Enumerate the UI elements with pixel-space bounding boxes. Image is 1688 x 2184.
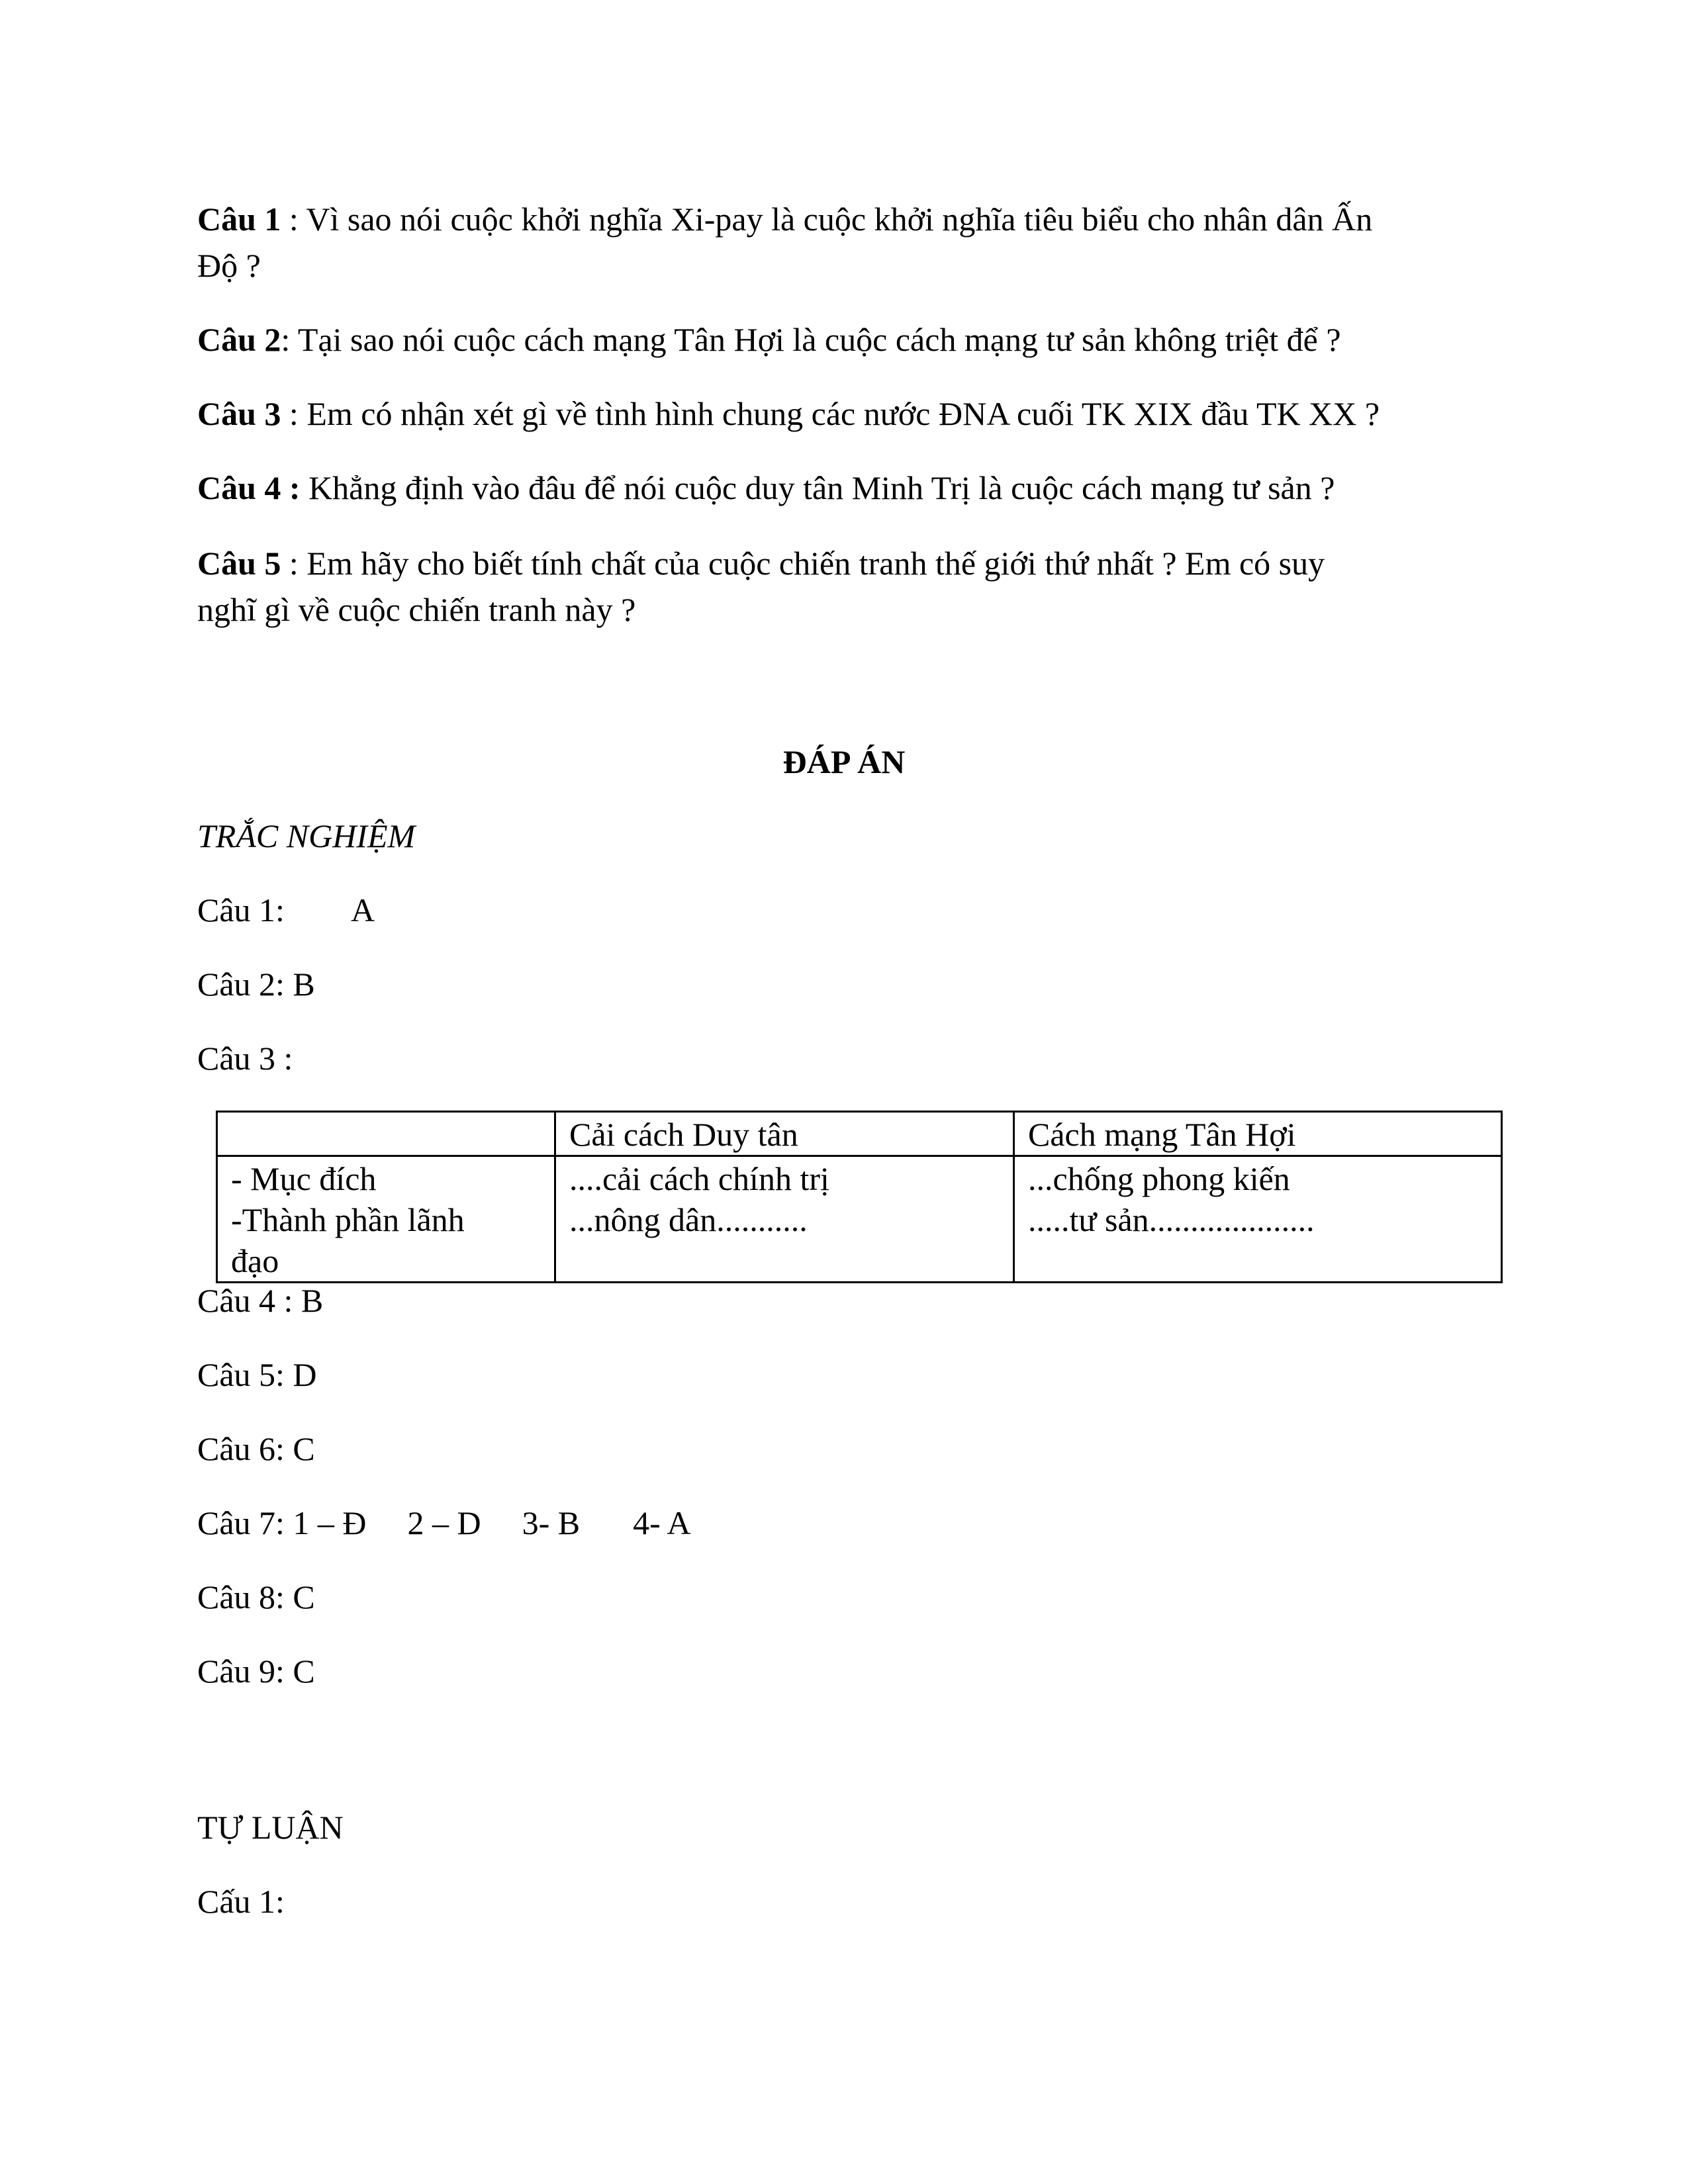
question-label: Câu 1	[197, 201, 281, 238]
question-1	[197, 196, 1495, 289]
mc-answer-5: Câu 5: D	[197, 1356, 317, 1393]
question-text-cont: nghĩ gì về cuộc chiến tranh này ?	[197, 591, 636, 628]
answer-value: A	[350, 891, 375, 929]
question-label: Câu 2	[197, 321, 281, 358]
answer-part: 2 – D	[407, 1504, 481, 1541]
mc-answer-2: Câu 2: B	[197, 966, 315, 1003]
mc-answer-4: Câu 4 : B	[197, 1282, 324, 1319]
table-cell	[217, 1156, 555, 1283]
mc-answer-3: Câu 3 :	[197, 1040, 293, 1077]
cell-line: -Thành phần lãnh	[231, 1201, 465, 1238]
mc-answer-7	[197, 1500, 1495, 1546]
table-cell: Cải cách Duy tân	[555, 1112, 1014, 1156]
table-header-row	[217, 1112, 1502, 1156]
question-text: Khẳng định vào đâu để nói cuộc duy tân Minh Trị là cuộc cách mạng tư sản ?	[300, 469, 1335, 506]
answer-part: 3- B	[522, 1504, 581, 1541]
table-cell	[217, 1112, 555, 1156]
essay-question-1: Cấu 1:	[197, 1883, 285, 1920]
question-label: Câu 3	[197, 395, 281, 432]
question-text: : Em hãy cho biết tính chất của cuộc chiến tranh thế giới thứ nhất ? Em có suy	[281, 545, 1325, 582]
question-text: : Tại sao nói cuộc cách mạng Tân Hợi là cuộc cách mạng tư sản không triệt để ?	[281, 321, 1341, 358]
cell-line: ...chống phong kiến	[1028, 1160, 1290, 1197]
mc-answer-8: Câu 8: C	[197, 1578, 315, 1615]
question-label: Câu 4 :	[197, 469, 301, 506]
essay-heading: TỰ LUẬN	[197, 1809, 344, 1846]
answer-title: ĐÁP ÁN	[782, 743, 906, 780]
question-4	[197, 465, 1495, 511]
question-text: : Em có nhận xét gì về tình hình chung các nước ĐNA cuối TK XIX đầu TK XX ?	[281, 395, 1380, 432]
cell-line: đạo	[231, 1242, 279, 1279]
mc-answer-6: Câu 6: C	[197, 1430, 315, 1467]
answer-part: Câu 7: 1 – Đ	[197, 1504, 367, 1541]
question-3	[197, 390, 1495, 437]
comparison-table	[216, 1111, 1503, 1283]
mc-answer-9: Câu 9: C	[197, 1653, 315, 1690]
table-cell: Cách mạng Tân Hợi	[1014, 1112, 1502, 1156]
answer-label: Câu 1:	[197, 891, 285, 929]
question-5	[197, 540, 1495, 633]
table-row	[217, 1156, 1502, 1283]
multiple-choice-heading: TRẮC NGHIỆM	[197, 817, 416, 854]
table-cell	[555, 1156, 1014, 1283]
cell-line: - Mục đích	[231, 1160, 377, 1197]
mc-answer-1	[197, 887, 1495, 933]
cell-line: ...nông dân...........	[569, 1201, 808, 1238]
answer-part: 4- A	[633, 1504, 691, 1541]
question-label: Câu 5	[197, 545, 281, 582]
question-text-cont: Độ ?	[197, 247, 261, 284]
table-cell	[1014, 1156, 1502, 1283]
question-text: : Vì sao nói cuộc khởi nghĩa Xi-pay là cuộc khởi nghĩa tiêu biểu cho nhân dân Ấn	[281, 201, 1373, 238]
cell-line: .....tư sản....................	[1028, 1201, 1315, 1238]
question-2	[197, 316, 1495, 363]
cell-line: ....cải cách chính trị	[569, 1160, 829, 1197]
